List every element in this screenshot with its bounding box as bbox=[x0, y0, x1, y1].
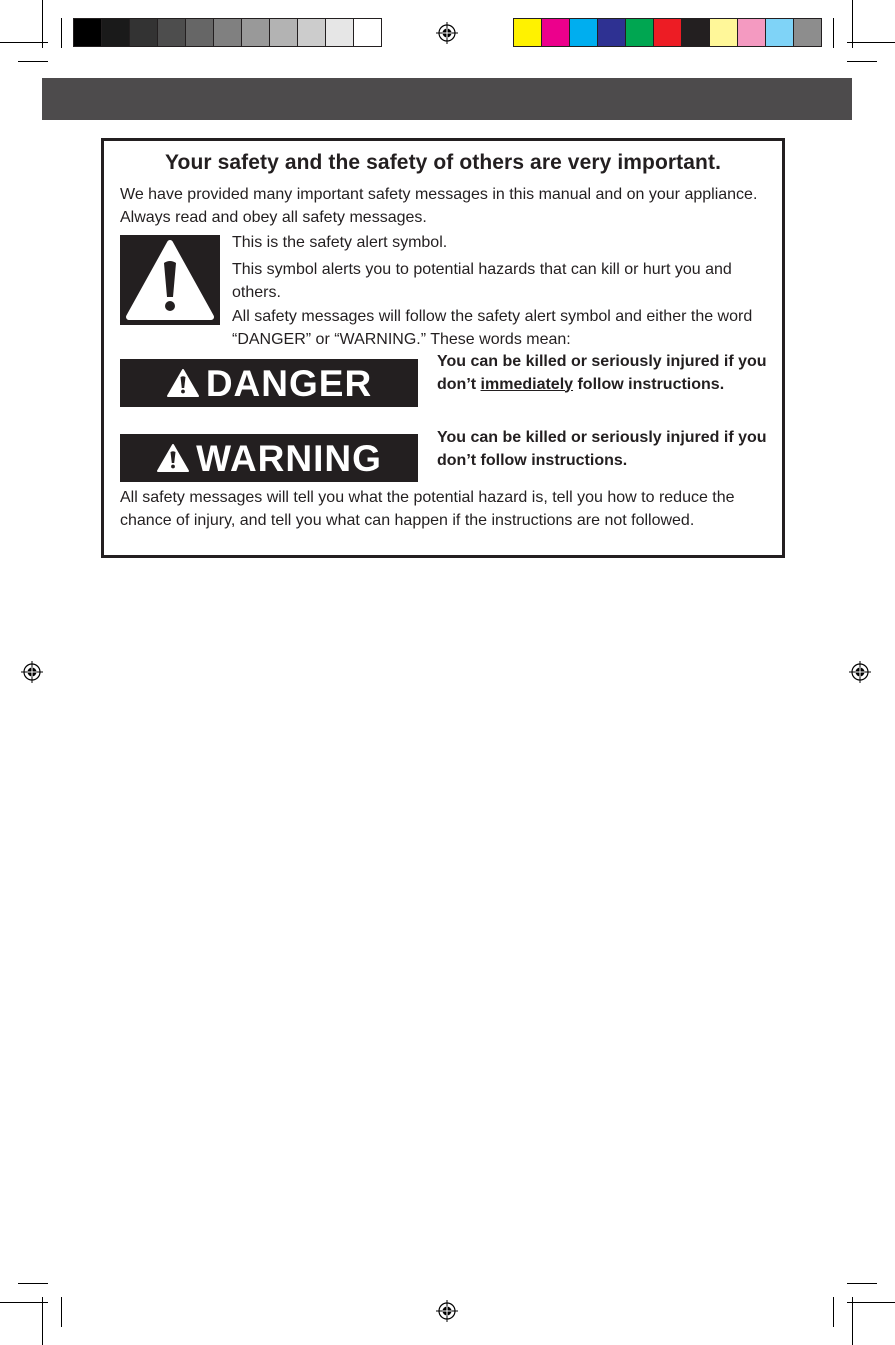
registration-mark-icon bbox=[436, 22, 458, 44]
color-swatch bbox=[709, 18, 738, 47]
registration-mark-icon bbox=[849, 661, 871, 683]
crop-mark bbox=[61, 18, 62, 48]
danger-emphasis: immediately bbox=[480, 375, 574, 393]
crop-mark bbox=[42, 1297, 43, 1345]
crop-mark bbox=[18, 1283, 48, 1284]
crop-mark bbox=[61, 1297, 62, 1327]
color-swatch bbox=[653, 18, 682, 47]
registration-mark-icon bbox=[436, 1300, 458, 1322]
warning-triangle-icon bbox=[166, 368, 200, 398]
crop-mark bbox=[0, 42, 48, 43]
danger-signal-panel bbox=[120, 359, 418, 407]
color-swatch bbox=[597, 18, 626, 47]
warning-label: WARNING bbox=[196, 437, 382, 479]
crop-mark bbox=[847, 1302, 895, 1303]
exclamation-triangle-icon bbox=[120, 235, 220, 325]
color-swatch bbox=[569, 18, 598, 47]
safety-symbol-text-1: This is the safety alert symbol. bbox=[232, 234, 448, 251]
crop-mark bbox=[42, 0, 43, 48]
color-swatch bbox=[269, 18, 298, 47]
color-swatch bbox=[793, 18, 822, 47]
crop-mark bbox=[833, 1297, 834, 1327]
color-swatch bbox=[737, 18, 766, 47]
color-swatch bbox=[325, 18, 354, 47]
color-swatch bbox=[73, 18, 102, 47]
color-swatch bbox=[541, 18, 570, 47]
color-swatch bbox=[241, 18, 270, 47]
color-swatch bbox=[353, 18, 382, 47]
crop-mark bbox=[852, 0, 853, 48]
registration-mark-icon bbox=[21, 661, 43, 683]
color-swatch bbox=[681, 18, 710, 47]
color-swatch bbox=[625, 18, 654, 47]
danger-label: DANGER bbox=[205, 362, 373, 404]
color-swatch bbox=[157, 18, 186, 47]
crop-mark bbox=[847, 1283, 877, 1284]
header-band bbox=[42, 78, 852, 120]
color-swatch bbox=[213, 18, 242, 47]
warning-signal-panel bbox=[120, 434, 418, 482]
safety-symbol-text-3: All safety messages will follow the safety alert symbol and either the word “DANGER” or “WARNING.” These words mean: bbox=[232, 308, 753, 348]
safety-intro-text: We have provided many important safety messages in this manual and on your appliance. Always read and obey all safety messages. bbox=[120, 186, 758, 226]
warning-meaning: You can be killed or seriously injured if you don’t follow instructions. bbox=[437, 429, 767, 469]
crop-mark bbox=[833, 18, 834, 48]
process-color-bar bbox=[513, 18, 821, 47]
grayscale-color-bar bbox=[73, 18, 381, 47]
crop-mark bbox=[0, 1302, 48, 1303]
safety-symbol-text-2: This symbol alerts you to potential hazards that can kill or hurt you and others. bbox=[232, 261, 732, 301]
color-swatch bbox=[129, 18, 158, 47]
color-swatch bbox=[185, 18, 214, 47]
color-swatch bbox=[297, 18, 326, 47]
safety-title: Your safety and the safety of others are very important. bbox=[164, 151, 722, 174]
danger-meaning: You can be killed or seriously injured if you don’t immediately follow instructions. bbox=[437, 353, 767, 393]
crop-mark bbox=[847, 61, 877, 62]
warning-triangle-icon bbox=[156, 443, 190, 473]
crop-mark bbox=[847, 42, 895, 43]
safety-notice-box bbox=[101, 138, 785, 558]
color-swatch bbox=[765, 18, 794, 47]
crop-mark bbox=[852, 1297, 853, 1345]
color-swatch bbox=[101, 18, 130, 47]
safety-closing-text: All safety messages will tell you what the potential hazard is, tell you how to reduce the chance of injury, and tell you what can happen if the instructions are not followed. bbox=[120, 489, 735, 529]
color-swatch bbox=[513, 18, 542, 47]
crop-mark bbox=[18, 61, 48, 62]
